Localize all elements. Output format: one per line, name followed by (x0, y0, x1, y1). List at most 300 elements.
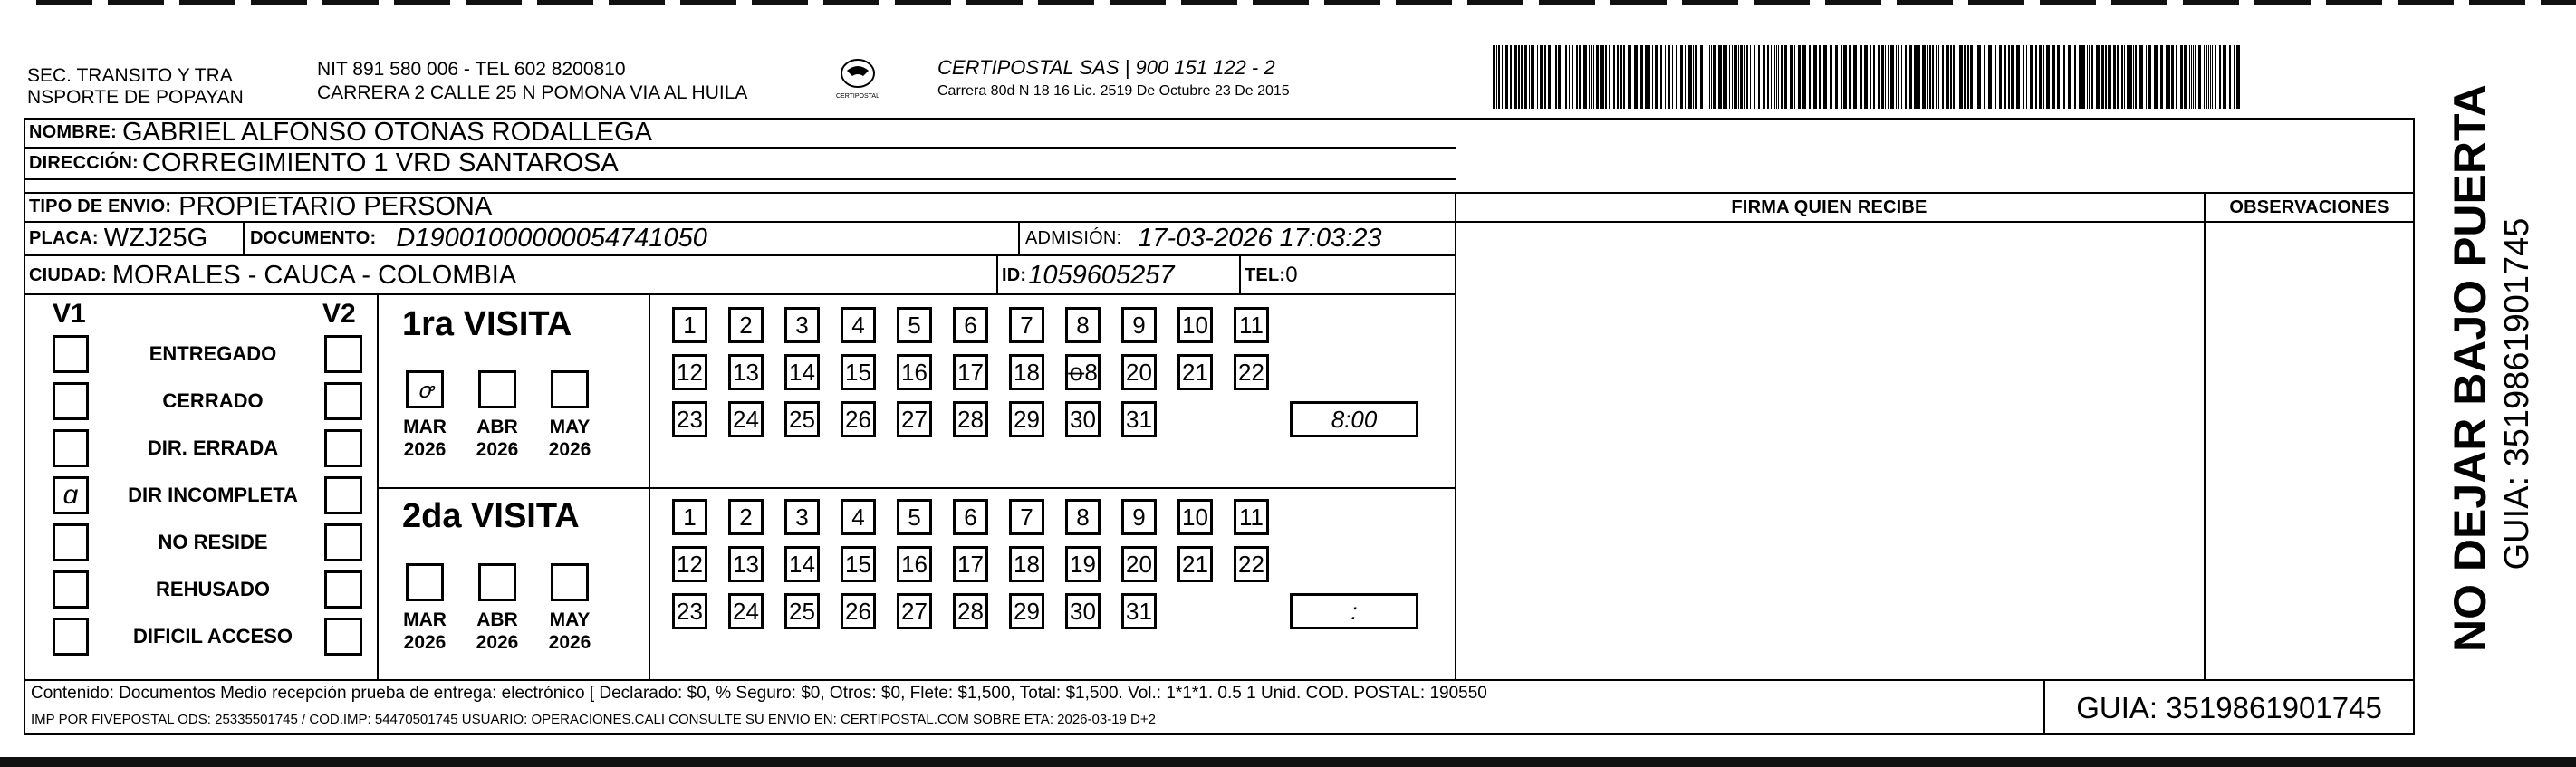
barcode-bar (2052, 45, 2055, 109)
barcode-bar (1591, 45, 1592, 109)
barcode-bar (1918, 45, 1920, 109)
barcode-bar (2079, 45, 2081, 109)
barcode-bar (1843, 45, 1847, 109)
v2-checkbox[interactable] (324, 570, 362, 609)
day-box[interactable]: 5 (897, 499, 932, 535)
tel-value: 0 (1285, 263, 1298, 287)
day-box[interactable]: 25 (784, 593, 820, 629)
day-box[interactable]: 28 (953, 401, 988, 437)
month-name: ABR (476, 417, 518, 437)
barcode-bar (2110, 45, 2111, 109)
day-box[interactable]: 21 (1177, 546, 1213, 582)
perforation-dash (36, 0, 92, 5)
direccion-row (29, 149, 619, 178)
certipostal-logo-icon (826, 58, 889, 109)
barcode-bar (1970, 45, 1973, 109)
barcode-bar (2023, 45, 2024, 109)
day-box[interactable]: 2 (728, 499, 764, 535)
day-box[interactable]: 18 (1009, 546, 1044, 582)
perforation-dash (1110, 0, 1166, 5)
barcode-bar (1521, 45, 1523, 109)
barcode-bar (1878, 45, 1880, 109)
day-box[interactable]: 22 (1234, 546, 1269, 582)
perforation-dash (1897, 0, 1953, 5)
barcode-bar (1609, 45, 1610, 109)
barcode-bar (1901, 45, 1902, 109)
month-label (399, 416, 450, 461)
barcode-bar (1738, 45, 1739, 109)
barcode-bar (1548, 45, 1551, 109)
barcode-bar (2167, 45, 2170, 109)
barcode-bar (2193, 45, 2194, 109)
v1-checkbox[interactable]: ɑ (53, 476, 89, 514)
barcode-bar (1881, 45, 1884, 109)
barcode-bar (2124, 45, 2125, 109)
day-box[interactable]: 9 (1121, 499, 1157, 535)
day-box[interactable]: 21 (1177, 354, 1213, 390)
observaciones-header: OBSERVACIONES (2229, 197, 2389, 217)
day-box[interactable]: 10 (1177, 307, 1213, 343)
month-checkbox[interactable] (551, 370, 589, 408)
status-label: ENTREGADO (149, 342, 277, 365)
tipo-value: PROPIETARIO PERSONA (178, 191, 493, 221)
admision-label: ADMISIÓN: (1025, 228, 1122, 248)
day-box[interactable]: 31 (1121, 401, 1157, 437)
day-box[interactable]: 2 (728, 307, 764, 343)
perforation-dash (251, 0, 307, 5)
admision-cell (1025, 223, 1382, 254)
perforation-dash (322, 0, 379, 5)
barcode-bar (1685, 45, 1686, 109)
perforation-dash (1181, 0, 1237, 5)
v2-checkbox[interactable] (324, 476, 362, 514)
barcode-bar (2223, 45, 2226, 109)
status-label: DIR INCOMPLETA (128, 484, 298, 506)
barcode-bar (2148, 45, 2151, 109)
barcode-bar (1493, 45, 1495, 109)
ciudad-value: MORALES - CAUCA - COLOMBIA (111, 260, 517, 290)
status-label: REHUSADO (156, 578, 270, 600)
barcode-bar (1655, 45, 1658, 109)
barcode-bar (1565, 45, 1567, 109)
footer-contenido: Contenido: Documentos Medio recepción prueba de entrega: electrónico [ Declarado: $0, % Seguro: $0, Otros: $0, Flete: $1,500, Total: $1,500. Vol.: 1*1*1. 0.5 1 Unid. COD. POSTAL: 190550 (31, 684, 1487, 703)
barcode-bar (2091, 45, 2093, 109)
barcode-bar (1771, 45, 1772, 109)
month-year: 2026 (476, 632, 519, 653)
day-box[interactable]: 4 (841, 499, 876, 535)
barcode-bar (1798, 45, 1801, 109)
sender-nit: NIT 891 580 006 - TEL 602 8200810 (317, 59, 626, 80)
documento-value: D19001000000054741050 (396, 224, 707, 253)
perforation-dash (2469, 0, 2525, 5)
barcode-bar (1709, 45, 1710, 109)
day-box[interactable]: 1 (672, 307, 707, 343)
barcode-bar (1746, 45, 1748, 109)
v2-checkbox[interactable] (324, 523, 362, 561)
barcode-bar (1700, 45, 1703, 109)
barcode-bar (1959, 45, 1963, 109)
perforation-dash (1253, 0, 1309, 5)
day-box[interactable]: 26 (841, 401, 876, 437)
barcode-bar (1623, 45, 1625, 109)
barcode-bar (1790, 45, 1793, 109)
barcode-bar (1572, 45, 1573, 109)
day-box[interactable]: 24 (728, 593, 764, 629)
barcode-bar (1640, 45, 1643, 109)
v2-checkbox[interactable] (324, 382, 362, 420)
barcode-bar (1967, 45, 1969, 109)
barcode-bar (1648, 45, 1650, 109)
day-box[interactable]: 22 (1234, 354, 1269, 390)
barcode-bar (2039, 45, 2042, 109)
barcode-bar (2212, 45, 2213, 109)
barcode-bar (2204, 45, 2205, 109)
day-box[interactable]: 6 (953, 307, 988, 343)
day-box[interactable]: 15 (841, 354, 876, 390)
day-box[interactable]: 14 (784, 546, 820, 582)
time-box[interactable]: 8:00 (1290, 401, 1418, 437)
day-box[interactable]: 27 (897, 401, 932, 437)
documento-label: DOCUMENTO: (250, 228, 377, 248)
day-box[interactable]: 6 (953, 499, 988, 535)
barcode-bar (1540, 45, 1543, 109)
col-line (1239, 254, 1241, 293)
row-line (1455, 221, 2415, 223)
barcode-bar (1620, 45, 1622, 109)
barcode-bar (1579, 45, 1581, 109)
month-checkbox[interactable] (406, 563, 444, 601)
day-box[interactable]: 17 (953, 354, 988, 390)
day-box[interactable]: 5 (897, 307, 932, 343)
day-box[interactable]: 23 (672, 401, 707, 437)
barcode-bar (2154, 45, 2158, 109)
barcode-bar (1988, 45, 1992, 109)
day-box[interactable]: 8 (1065, 307, 1101, 343)
barcode-bar (1953, 45, 1955, 109)
barcode-bar (1938, 45, 1939, 109)
col-line (1018, 221, 1020, 254)
day-box[interactable]: 13 (728, 354, 764, 390)
day-box[interactable]: 8 (1065, 499, 1101, 535)
month-checkbox[interactable] (551, 563, 589, 601)
barcode-bar (1870, 45, 1871, 109)
perforation-dash (1396, 0, 1452, 5)
day-box[interactable]: 9 (1121, 307, 1157, 343)
barcode-bar (1725, 45, 1727, 109)
header (0, 36, 2427, 109)
perforation-dash (1539, 0, 1595, 5)
status-label: NO RESIDE (158, 531, 268, 553)
day-box[interactable]: 17 (953, 546, 988, 582)
barcode-bar (1774, 45, 1775, 109)
day-box[interactable]: 26 (841, 593, 876, 629)
admision-value: 17-03-2026 17:03:23 (1138, 224, 1382, 253)
barcode-bar (2127, 45, 2129, 109)
ciudad-label: CIUDAD: (29, 264, 107, 285)
barcode-bar (1732, 45, 1733, 109)
time-box[interactable]: : (1290, 593, 1418, 629)
barcode-bar (2210, 45, 2211, 109)
day-box[interactable]: 24 (728, 401, 764, 437)
barcode-bar (1758, 45, 1760, 109)
barcode-bar (2113, 45, 2116, 109)
barcode-bar (2139, 45, 2143, 109)
direccion-value: CORREGIMIENTO 1 VRD SANTAROSA (141, 149, 619, 177)
barcode-bar (2096, 45, 2100, 109)
barcode-bar (1936, 45, 1937, 109)
perforation-dash (823, 0, 879, 5)
barcode-bar (1763, 45, 1765, 109)
barcode-bar (1830, 45, 1832, 109)
day-box[interactable]: 10 (1177, 499, 1213, 535)
barcode-bar (1776, 45, 1777, 109)
barcode-bar (2229, 45, 2231, 109)
v1-checkbox[interactable] (53, 429, 89, 467)
day-box[interactable]: 30 (1065, 593, 1101, 629)
bottom-edge (0, 757, 2576, 767)
month-name: ABR (476, 609, 518, 630)
tel-cell (1245, 260, 1298, 291)
barcode-bar (2008, 45, 2010, 109)
barcode-bar (2074, 45, 2076, 109)
month-name: MAY (549, 609, 591, 630)
month-name: MAY (549, 417, 591, 437)
month-year: 2026 (403, 439, 447, 460)
barcode-bar (1676, 45, 1677, 109)
perforation-dash (2111, 0, 2167, 5)
day-box[interactable]: 1 (672, 499, 707, 535)
barcode-bar (2129, 45, 2132, 109)
barcode-bar (1518, 45, 1520, 109)
month-checkbox[interactable] (478, 563, 516, 601)
month-checkbox[interactable]: ꝍ (406, 370, 444, 408)
barcode-graphic (1493, 45, 2244, 109)
sender-details (317, 58, 747, 105)
v2-checkbox[interactable] (324, 335, 362, 373)
barcode-bar (1932, 45, 1934, 109)
day-box[interactable]: 31 (1121, 593, 1157, 629)
v1-checkbox[interactable] (53, 618, 89, 656)
v1-checkbox[interactable] (53, 523, 89, 561)
barcode-bar (1537, 45, 1538, 109)
perforation-dash (537, 0, 593, 5)
direccion-label: DIRECCIÓN: (29, 153, 139, 173)
col-line (1455, 192, 1456, 679)
barcode-bar (2087, 45, 2088, 109)
status-label: DIFICIL ACCESO (132, 625, 293, 647)
day-box[interactable]: 11 (1234, 307, 1269, 343)
barcode-bar (2081, 45, 2085, 109)
day-box[interactable]: 7 (1009, 499, 1044, 535)
month-label (472, 416, 523, 461)
day-box[interactable]: 20 (1121, 546, 1157, 582)
day-box[interactable]: 3 (784, 307, 820, 343)
perforation-dash (1324, 0, 1380, 5)
day-box[interactable]: 28 (953, 593, 988, 629)
day-box[interactable]: 12 (672, 354, 707, 390)
barcode-bar (1853, 45, 1857, 109)
row-line (24, 254, 1456, 256)
barcode-bar (2195, 45, 2196, 109)
barcode-bar (1929, 45, 1931, 109)
v1-checkbox[interactable] (53, 570, 89, 609)
barcode-bar (1813, 45, 1817, 109)
v1-checkbox[interactable] (53, 335, 89, 373)
day-box[interactable]: 30 (1065, 401, 1101, 437)
day-box[interactable]: 16 (897, 354, 932, 390)
barcode-bar (1914, 45, 1918, 109)
barcode-bar (2043, 45, 2044, 109)
barcode-bar (2133, 45, 2134, 109)
barcode-bar (1802, 45, 1806, 109)
barcode-bar (2068, 45, 2071, 109)
barcode-bar (2160, 45, 2163, 109)
day-box[interactable]: 7 (1009, 307, 1044, 343)
month-year: 2026 (403, 632, 447, 653)
barcode-bar (2121, 45, 2123, 109)
barcode-bar (1744, 45, 1745, 109)
day-box[interactable]: 23 (672, 593, 707, 629)
barcode-bar (1723, 45, 1725, 109)
documento-cell (250, 223, 707, 254)
day-box[interactable]: 14 (784, 354, 820, 390)
barcode-bar (1819, 45, 1821, 109)
barcode-bar (2215, 45, 2216, 109)
barcode-bar (2146, 45, 2147, 109)
tipo-label: TIPO DE ENVIO: (29, 196, 172, 216)
barcode-bar (1672, 45, 1673, 109)
barcode-bar (1688, 45, 1692, 109)
barcode-bar (1510, 45, 1512, 109)
barcode-bar (1977, 45, 1981, 109)
barcode-bar (1888, 45, 1889, 109)
nombre-value: GABRIEL ALFONSO OTONAS RODALLEGA (121, 118, 652, 147)
month-label (544, 609, 595, 654)
barcode-bar (2184, 45, 2187, 109)
id-cell (1002, 260, 1175, 291)
day-box[interactable]: 27 (897, 593, 932, 629)
barcode-bar (2016, 45, 2020, 109)
month-year: 2026 (548, 632, 591, 653)
barcode-bar (1498, 45, 1500, 109)
barcode-bar (1555, 45, 1557, 109)
barcode-bar (1514, 45, 1517, 109)
id-value: 1059605257 (1028, 260, 1175, 290)
perforation-dash (895, 0, 951, 5)
barcode-bar (1999, 45, 2002, 109)
day-box[interactable]: 11 (1234, 499, 1269, 535)
carrier-line-1: CERTIPOSTAL SAS | 900 151 122 - 2 (937, 56, 1275, 79)
barcode-bar (1778, 45, 1779, 109)
day-box[interactable]: 15 (841, 546, 876, 582)
barcode-bar (1767, 45, 1769, 109)
perforation-dash (609, 0, 665, 5)
col-line (2204, 192, 2206, 679)
day-box[interactable]: 13 (728, 546, 764, 582)
day-box[interactable]: 25 (784, 401, 820, 437)
month-label (399, 609, 450, 654)
barcode-bar (1576, 45, 1578, 109)
barcode-bar (1713, 45, 1716, 109)
v2-checkbox[interactable] (324, 429, 362, 467)
barcode-bar (2046, 45, 2050, 109)
day-box[interactable]: 20 (1121, 354, 1157, 390)
tel-label: TEL: (1245, 264, 1286, 285)
barcode-bar (1695, 45, 1697, 109)
barcode-bar (1794, 45, 1795, 109)
barcode-bar (1750, 45, 1751, 109)
barcode-bar (1964, 45, 1966, 109)
day-box[interactable]: ꝋ8 (1065, 354, 1101, 390)
barcode-bar (1841, 45, 1842, 109)
visit2-title: 2da VISITA (402, 497, 580, 535)
barcode-bar (1890, 45, 1894, 109)
perforation-dash (966, 0, 1023, 5)
month-name: MAR (403, 417, 447, 437)
barcode-bar (2105, 45, 2107, 109)
barcode-bar (1860, 45, 1862, 109)
side-guia: GUIA: 3519861901745 (2498, 217, 2536, 570)
perforation-dash (1038, 0, 1094, 5)
day-box[interactable]: 19 (1065, 546, 1101, 582)
barcode-bar (2011, 45, 2014, 109)
month-year: 2026 (476, 439, 519, 460)
barcode-bar (2189, 45, 2190, 109)
barcode-bar (1693, 45, 1694, 109)
barcode-bar (1946, 45, 1949, 109)
barcode-bar (2117, 45, 2119, 109)
barcode-bar (2101, 45, 2104, 109)
barcode-bar (1942, 45, 1944, 109)
barcode-bar (1600, 45, 1604, 109)
day-box[interactable]: 18 (1009, 354, 1044, 390)
barcode-bar (1505, 45, 1508, 109)
barcode-bar (2191, 45, 2192, 109)
barcode-bar (2135, 45, 2137, 109)
barcode-bar (1531, 45, 1534, 109)
perforation-dash (2326, 0, 2382, 5)
month-label (472, 609, 523, 654)
month-checkbox[interactable] (478, 370, 516, 408)
barcode-bar (1729, 45, 1730, 109)
perforation-dash (179, 0, 235, 5)
nombre-label: NOMBRE: (29, 122, 117, 142)
day-box[interactable]: 29 (1009, 593, 1044, 629)
day-box[interactable]: 4 (841, 307, 876, 343)
barcode-bar (1628, 45, 1631, 109)
v1-label: V1 (53, 299, 86, 329)
barcode-bar (2206, 45, 2207, 109)
day-box[interactable]: 12 (672, 546, 707, 582)
barcode (1493, 45, 2244, 109)
side-panel (2427, 84, 2563, 652)
v1-checkbox[interactable] (53, 382, 89, 420)
barcode-bar (1718, 45, 1722, 109)
barcode-bar (1711, 45, 1712, 109)
barcode-bar (1660, 45, 1662, 109)
day-box[interactable]: 3 (784, 499, 820, 535)
barcode-bar (2089, 45, 2090, 109)
v2-checkbox[interactable] (324, 618, 362, 656)
barcode-bar (1809, 45, 1811, 109)
perforation-dash (1682, 0, 1738, 5)
day-box[interactable]: 16 (897, 546, 932, 582)
day-box[interactable]: 29 (1009, 401, 1044, 437)
barcode-bar (1583, 45, 1587, 109)
barcode-bar (1898, 45, 1899, 109)
perforation-dash (2398, 0, 2454, 5)
perforation-dash (2040, 0, 2096, 5)
